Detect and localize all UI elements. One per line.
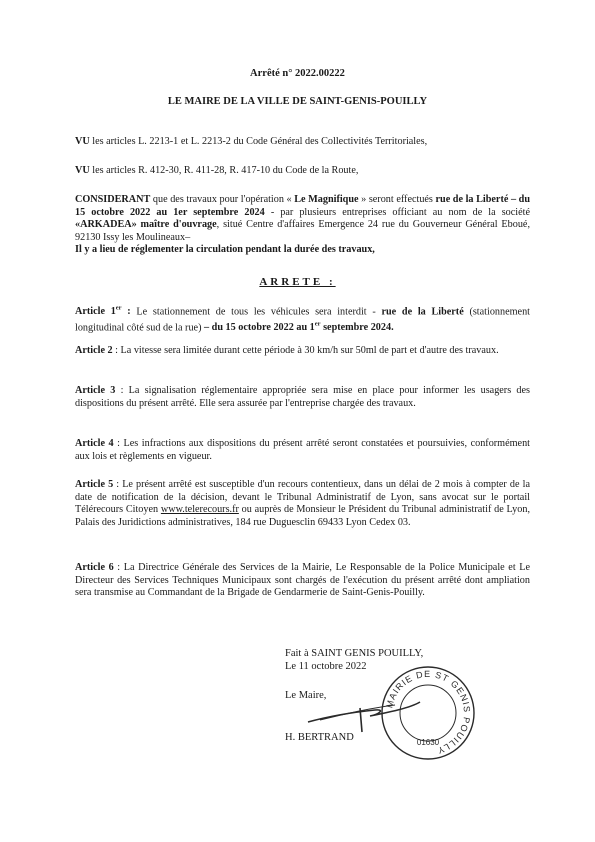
article-label: Article 6 bbox=[75, 562, 114, 573]
considerant-conclusion: Il y a lieu de réglementer la circulation pendant la durée des travaux, bbox=[75, 244, 375, 256]
article-3 bbox=[75, 385, 530, 410]
considerant-text: » seront effectués bbox=[358, 194, 436, 205]
article-text: : La vitesse sera limitée durant cette période à 30 km/h sur 50ml de part et d'autre des travaux. bbox=[112, 345, 499, 356]
article-label: Article 5 bbox=[75, 479, 114, 490]
article-text: (stationnement longitudinal côté sud de la rue) bbox=[75, 306, 530, 334]
article-label-text: Article 1 bbox=[75, 306, 116, 318]
article-6 bbox=[75, 562, 530, 600]
article-4 bbox=[75, 438, 530, 463]
arrete-number: Arrêté n° 2022.00222 bbox=[250, 68, 345, 79]
location-dates: rue de la Liberté – du 15 octobre 2022 au 1er septembre 2024 bbox=[75, 194, 530, 218]
article-text: : La signalisation réglementaire appropriée sera mise en place pour informer les usagers des dispositions du présent arrêté. Elle sera assurée par l'entreprise chargée des travaux. bbox=[75, 385, 530, 409]
stamp-code: 01630 bbox=[416, 738, 440, 747]
date-sup: er bbox=[314, 320, 321, 328]
considerant-text: que des travaux pour l'opération « bbox=[150, 194, 295, 205]
date-text: septembre 2024. bbox=[320, 322, 394, 334]
date-text: – du 15 octobre 2022 au 1 bbox=[204, 322, 315, 334]
vu-lead: VU bbox=[75, 165, 90, 176]
article-label bbox=[75, 306, 131, 317]
article-text: : Le présent arrêté est susceptible d'un recours contentieux, dans un délai de 2 mois à compter de la date de notification de la décision, devant le Tribunal Administratif de Lyon, sans avocat sur le portail Télérecours Citoyen bbox=[75, 479, 530, 516]
article-label-colon: : bbox=[121, 306, 131, 318]
signature-date: Le 11 octobre 2022 bbox=[285, 661, 367, 672]
article-2 bbox=[75, 345, 530, 358]
operation-name: Le Magnifique bbox=[294, 194, 359, 205]
company-name: «ARKADEA» maître d'ouvrage bbox=[75, 219, 217, 231]
considerant-lead: CONSIDERANT bbox=[75, 194, 151, 205]
considerant-paragraph bbox=[75, 194, 530, 257]
article-text: Le stationnement de tous les véhicules sera interdit - bbox=[130, 306, 382, 318]
vu-paragraph-1 bbox=[75, 136, 530, 149]
signature-place: Fait à SAINT GENIS POUILLY, bbox=[285, 648, 424, 659]
stamp-text: MAIRIE DE ST GENIS POUILLY bbox=[384, 668, 473, 756]
article-label-sup: er bbox=[115, 305, 122, 312]
article-dates bbox=[204, 322, 394, 333]
vu-text: les articles R. 412-30, R. 411-28, R. 417-10 du Code de la Route, bbox=[89, 165, 359, 176]
considerant-text: , situé Centre d'affaires Emergence 24 rue du Gouverneur Général Eboué, 92130 Issy les Moulineaux– bbox=[75, 219, 530, 243]
vu-lead: VU bbox=[75, 136, 90, 147]
article-text: ou auprès de Monsieur le Président du Tribunal administratif de Lyon, Palais des Juridictions administratives, 184 rue Duguesclin 69433 Lyon Cedex 03. bbox=[75, 504, 530, 528]
article-text: : Les infractions aux dispositions du présent arrêté seront constatées et poursuivies, conformément aux lois et règlements en vigueur. bbox=[75, 438, 530, 462]
mairie-stamp bbox=[378, 663, 478, 763]
article-text: : La Directrice Générale des Services de la Mairie, Le Responsable de la Police Municipale et Le Directeur des Services Techniques Municipaux sont chargés de l'exécution du présent arrêté dont ampliation sera transmise au Commandant de la Brigade de Gendarmerie de Saint-Genis-Pouilly. bbox=[75, 562, 530, 599]
article-label: Article 2 bbox=[75, 345, 113, 356]
street-name: rue de la Liberté bbox=[381, 306, 464, 318]
vu-text: les articles L. 2213-1 et L. 2213-2 du Code Général des Collectivités Territoriales, bbox=[89, 136, 428, 147]
article-label: Article 4 bbox=[75, 438, 114, 449]
considerant-text: - par plusieurs entreprises officiant au nom de la société bbox=[264, 206, 531, 218]
mayor-name: H. BERTRAND bbox=[285, 732, 354, 743]
article-5 bbox=[75, 479, 530, 529]
authority-title: LE MAIRE DE LA VILLE DE SAINT-GENIS-POUILLY bbox=[167, 96, 428, 107]
vu-paragraph-2 bbox=[75, 165, 530, 178]
telerecours-link[interactable]: www.telerecours.fr bbox=[160, 504, 239, 516]
arrete-heading: ARRETE : bbox=[259, 276, 336, 288]
article-1 bbox=[75, 303, 530, 335]
signature-role: Le Maire, bbox=[285, 690, 327, 701]
article-label: Article 3 bbox=[75, 385, 116, 396]
